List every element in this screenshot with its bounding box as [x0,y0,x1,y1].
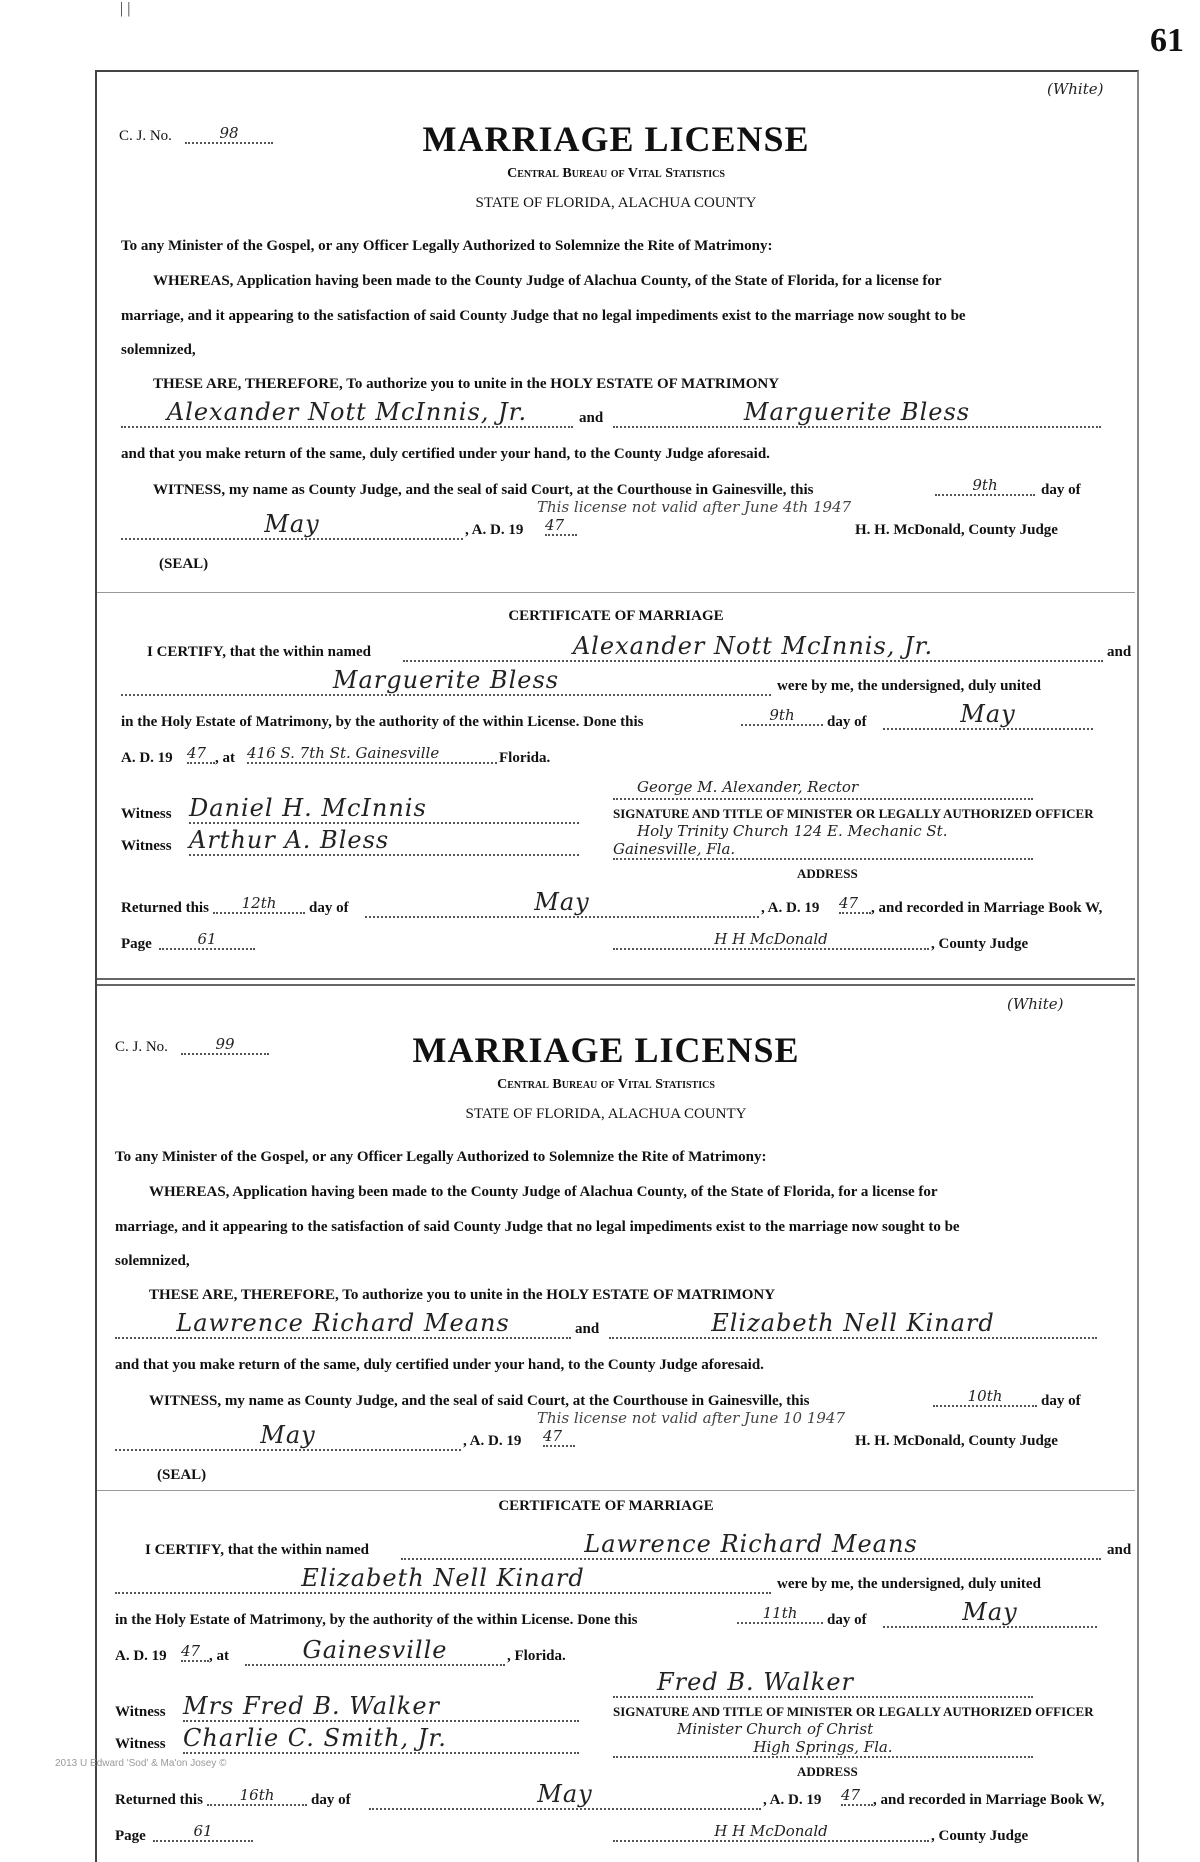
florida-label: Florida. [499,750,551,766]
seal-label: (SEAL) [157,1467,207,1483]
certify-label: I CERTIFY, that the within named [145,1542,369,1558]
witness-label-1: Witness [115,1704,166,1720]
holy-estate-line: in the Holy Estate of Matrimony, by the authority of the within License. Done this [115,1612,638,1628]
day-of-label: day of [1041,1393,1081,1409]
whereas-line-1: WHEREAS, Application having been made to the County Judge of Alachua County, of the State of Florida, for a license for [149,1184,938,1200]
return-line: and that you make return of the same, duly certified under your hand, to the County Judge aforesaid. [121,446,770,462]
witness-label-2: Witness [115,1736,166,1752]
address-line: To any Minister of the Gospel, or any Officer Legally Authorized to Solemnize the Rite of Matrimony: [115,1149,767,1165]
county-judge-name: H. H. McDonald, County Judge [855,522,1058,538]
copyright-watermark: 2013 U Edward 'Sod' & Ma'on Josey © [55,1758,227,1769]
officer-title: Holy Trinity Church 124 E. Mechanic St. [637,822,948,840]
returned-year: 47 [839,894,871,914]
ad-label: , A. D. 19 [463,1433,522,1449]
race-note: (White) [1047,80,1104,98]
certificate-year: 47 [181,1642,209,1662]
witness-1-name: Daniel H. McInnis [189,794,579,824]
returned-day-of: day of [311,1792,351,1808]
record-page: 61 [153,1822,253,1842]
united-label: were by me, the undersigned, duly united [777,1576,1041,1592]
officer-title: Minister Church of Christ [677,1720,874,1738]
cj-label: C. J. No. [115,1039,168,1055]
validity-note: This license not valid after June 10 1947 [537,1409,846,1427]
marriage-place: Gainesville [245,1636,505,1666]
bride-name: Marguerite Bless [613,398,1101,428]
certificate-and: and [1107,1542,1132,1558]
witness-2-name: Arthur A. Bless [189,826,579,856]
cj-number: 99 [181,1035,269,1055]
certificate-ad: A. D. 19 [115,1648,167,1664]
witness-line: WITNESS, my name as County Judge, and the seal of said Court, at the Courthouse in Gainesville, this [153,482,814,498]
section-divider [97,592,1135,593]
record-page: 61 [159,930,255,950]
witness-line: WITNESS, my name as County Judge, and the seal of said Court, at the Courthouse in Gainesville, this [149,1393,810,1409]
returned-ad: , A. D. 19 [763,1792,822,1808]
marriage-place: 416 S. 7th St. Gainesville [247,744,497,764]
certificate-day: 11th [737,1604,823,1624]
section-divider [97,1490,1135,1491]
state-county: STATE OF FLORIDA, ALACHUA COUNTY [465,1106,747,1122]
whereas-line-3: solemnized, [121,342,196,358]
certificate-month: May [883,1598,1097,1628]
officer-signature: Fred B. Walker [657,1668,854,1696]
witness-1-name: Mrs Fred B. Walker [183,1692,579,1722]
recorded-label: , and recorded in Marriage Book W, [871,900,1103,916]
returned-month: May [365,888,759,918]
these-are-line: THESE ARE, THEREFORE, To authorize you to unite in the HOLY ESTATE OF MATRIMONY [149,1287,776,1303]
whereas-line-2: marriage, and it appearing to the satisfaction of said County Judge that no legal impediments exist to the marriage now sought to be [115,1219,960,1235]
return-line: and that you make return of the same, duly certified under your hand, to the County Judge aforesaid. [115,1357,764,1373]
united-label: were by me, the undersigned, duly united [777,678,1041,694]
returned-ad: , A. D. 19 [761,900,820,916]
returned-day: 12th [213,894,305,914]
validity-note: This license not valid after June 4th 1947 [537,498,852,516]
state-county: STATE OF FLORIDA, ALACHUA COUNTY [475,195,757,211]
groom-name: Alexander Nott McInnis, Jr. [121,398,573,428]
certificate-bride: Marguerite Bless [121,666,771,696]
certificate-day-of: day of [827,1612,867,1628]
certificate-month: May [883,700,1093,730]
county-judge-name: H. H. McDonald, County Judge [855,1433,1058,1449]
judge-signature: H H McDonald [613,1822,929,1842]
witness-2-name: Charlie C. Smith, Jr. [183,1724,579,1754]
license-year: 47 [545,516,577,536]
whereas-line-2: marriage, and it appearing to the satisfaction of said County Judge that no legal impediments exist to the marriage now sought to be [121,308,966,324]
cj-label: C. J. No. [119,128,172,144]
page-label: Page [121,936,152,952]
returned-day-of: day of [309,900,349,916]
holy-estate-line: in the Holy Estate of Matrimony, by the authority of the within License. Done this [121,714,644,730]
certificate-groom: Lawrence Richard Means [401,1530,1101,1560]
whereas-line-3: solemnized, [115,1253,190,1269]
license-month: May [115,1421,461,1451]
returned-label: Returned this [115,1792,203,1808]
page-number: 61 [1150,22,1184,59]
certificate-ad: A. D. 19 [121,750,173,766]
and-label: and [575,1321,600,1337]
license-divider [97,978,1135,980]
bride-name: Elizabeth Nell Kinard [609,1309,1097,1339]
signature-title-label: SIGNATURE AND TITLE OF MINISTER OR LEGALLY AUTHORIZED OFFICER [613,806,1094,821]
groom-name: Lawrence Richard Means [115,1309,571,1339]
officer-address: High Springs, Fla. [613,1738,1033,1758]
returned-label: Returned this [121,900,209,916]
these-are-line: THESE ARE, THEREFORE, To authorize you to unite in the HOLY ESTATE OF MATRIMONY [153,376,780,392]
seal-label: (SEAL) [159,556,209,572]
license-title: MARRIAGE LICENSE [412,1030,800,1070]
ad-label: , A. D. 19 [465,522,524,538]
page-label: Page [115,1828,146,1844]
witness-label-2: Witness [121,838,172,854]
judge-signature: H H McDonald [613,930,929,950]
signature-title-label: SIGNATURE AND TITLE OF MINISTER OR LEGALLY AUTHORIZED OFFICER [613,1704,1094,1719]
certify-label: I CERTIFY, that the within named [147,644,371,660]
cj-number: 98 [185,124,273,144]
returned-year: 47 [841,1786,873,1806]
officer-address: Gainesville, Fla. [613,840,1033,860]
certificate-groom: Alexander Nott McInnis, Jr. [403,632,1103,662]
officer-signature: George M. Alexander, Rector [637,778,859,796]
license-month: May [121,510,463,540]
certificate-title: CERTIFICATE OF MARRIAGE [508,608,724,624]
returned-day: 16th [207,1786,307,1806]
day-of-label: day of [1041,482,1081,498]
bureau-name: Central Bureau of Vital Statistics [507,166,725,181]
certificate-day-of: day of [827,714,867,730]
license-year: 47 [543,1427,575,1447]
recorded-label: , and recorded in Marriage Book W, [873,1792,1105,1808]
bureau-name: Central Bureau of Vital Statistics [497,1077,715,1092]
license-day: 10th [933,1387,1037,1407]
at-label: , at [215,750,235,766]
race-note: (White) [1007,995,1064,1013]
certificate-year: 47 [187,744,215,764]
and-label: and [579,410,604,426]
license-title: MARRIAGE LICENSE [422,119,810,159]
address-line: To any Minister of the Gospel, or any Officer Legally Authorized to Solemnize the Rite of Matrimony: [121,238,773,254]
certificate-bride: Elizabeth Nell Kinard [115,1564,771,1594]
county-judge-label: , County Judge [931,936,1029,952]
at-label: , at [209,1648,229,1664]
florida-label: , Florida. [507,1648,566,1664]
certificate-day: 9th [741,706,823,726]
whereas-line-1: WHEREAS, Application having been made to the County Judge of Alachua County, of the State of Florida, for a license for [153,273,942,289]
certificate-title: CERTIFICATE OF MARRIAGE [498,1498,714,1514]
county-judge-label: , County Judge [931,1828,1029,1844]
address-label: ADDRESS [797,1764,858,1779]
license-day: 9th [935,476,1035,496]
address-label: ADDRESS [797,866,858,881]
witness-label-1: Witness [121,806,172,822]
top-edge-marks: | | [120,0,131,17]
returned-month: May [369,1780,761,1810]
certificate-and: and [1107,644,1132,660]
